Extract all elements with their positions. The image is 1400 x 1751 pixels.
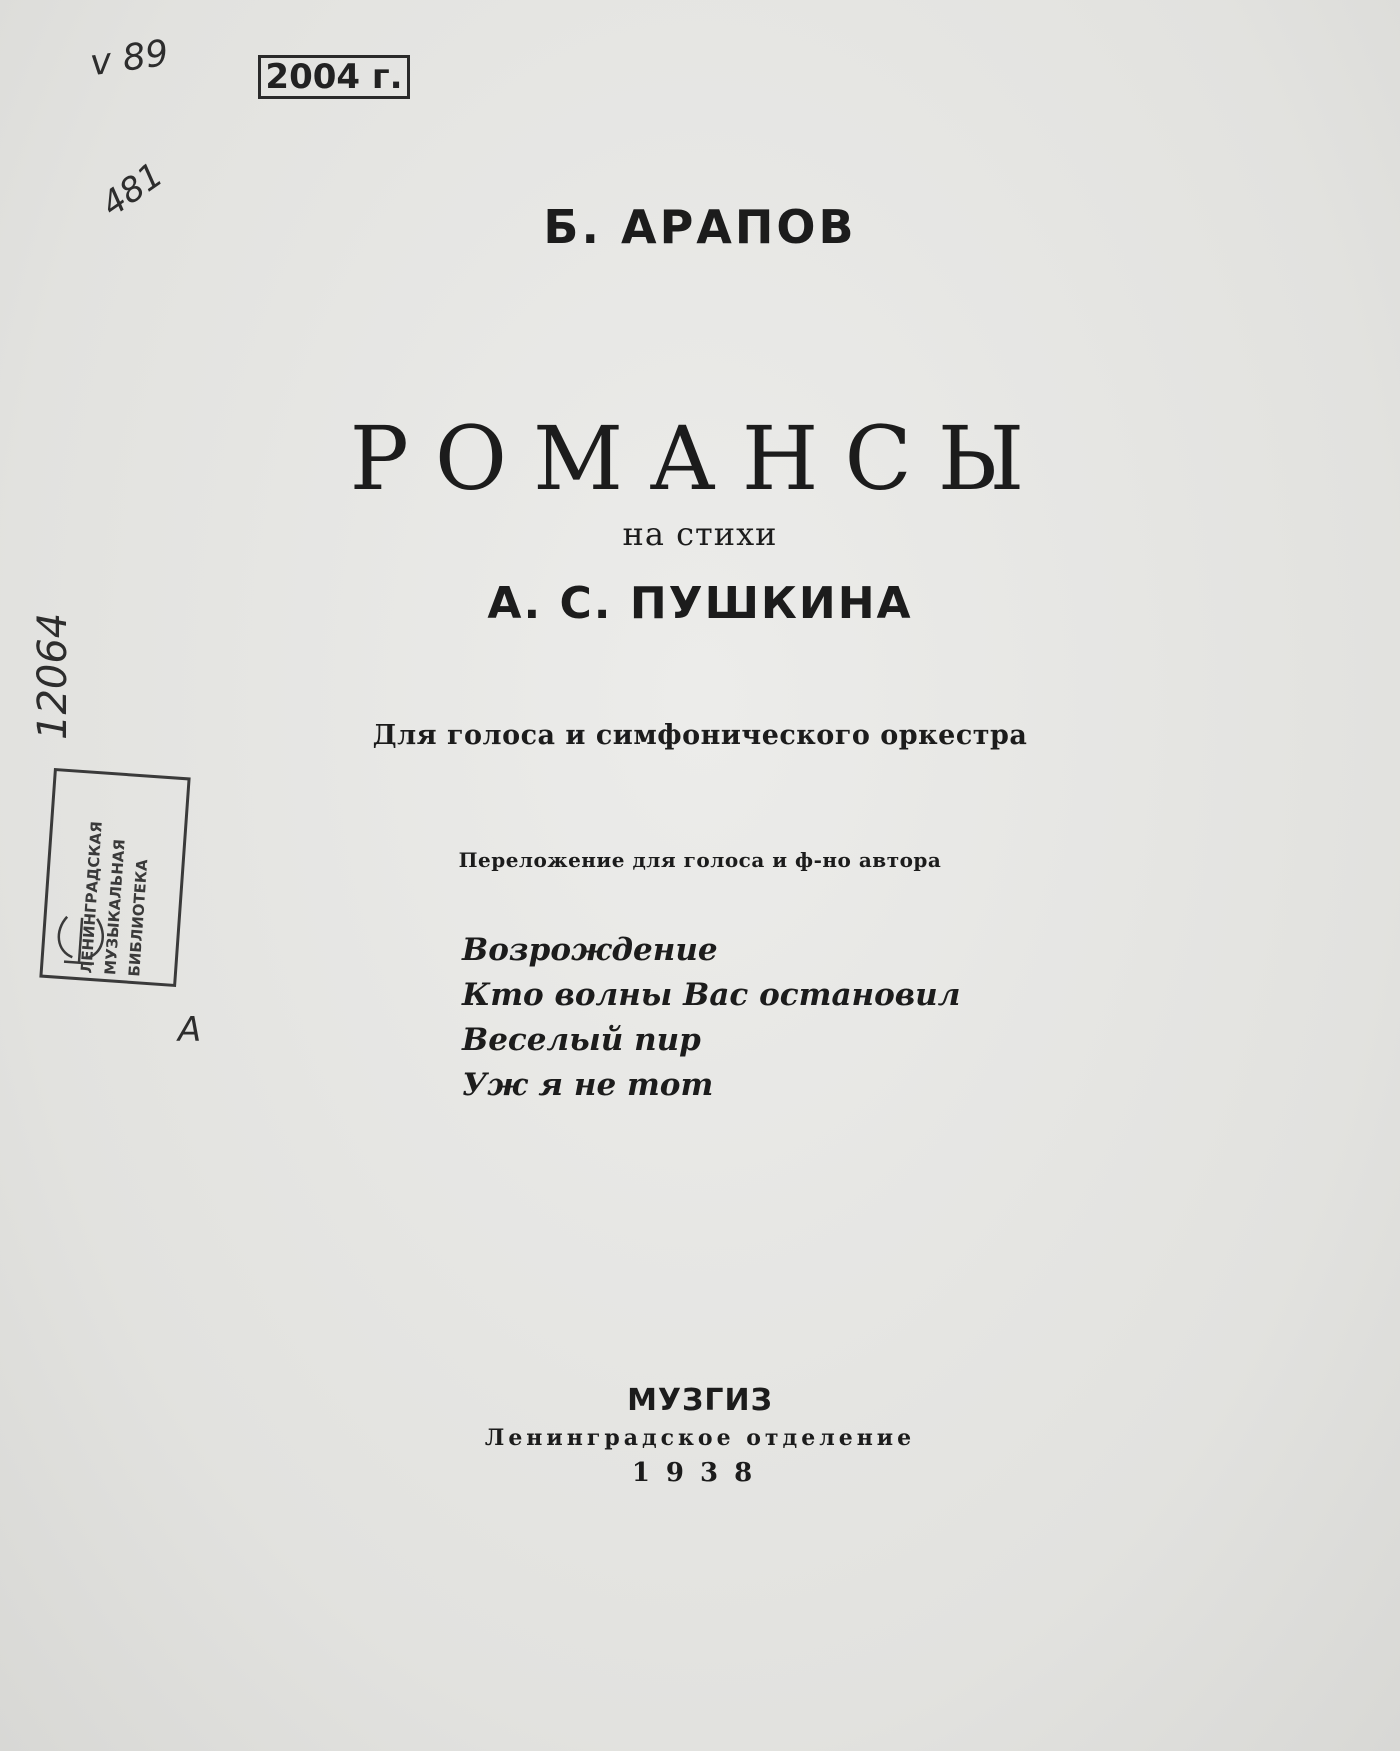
library-stamp-line-3: БИБЛИОТЕКА — [125, 858, 152, 978]
page-title: РОМАНСЫ — [349, 407, 1051, 510]
publication-year: 1938 — [631, 1458, 769, 1488]
song-title: Возрождение — [462, 932, 718, 968]
handwritten-mark: A — [178, 1010, 202, 1050]
publisher: МУЗГИЗ — [627, 1383, 773, 1418]
library-stamp-line-1: ЛЕНИНГРАДСКАЯ — [77, 820, 106, 974]
publisher-branch: Ленинградское отделение — [484, 1425, 916, 1451]
poet-name: А. С. ПУШКИНА — [487, 578, 913, 629]
library-stamp-graphic — [33, 765, 198, 990]
subtitle: на стихи — [622, 515, 778, 553]
song-title: Уж я не тот — [462, 1067, 714, 1103]
handwritten-note-mid: 481 — [94, 155, 171, 225]
library-stamp — [33, 765, 198, 990]
library-stamp-line-2: МУЗЫКАЛЬНАЯ — [101, 838, 129, 976]
instrumentation: Для голоса и симфонического оркестра — [372, 720, 1028, 751]
song-title: Кто волны Вас остановил — [462, 977, 961, 1013]
song-title: Веселый пир — [462, 1022, 701, 1058]
handwritten-inventory-number: 12064 — [30, 612, 76, 740]
author-name: Б. АРАПОВ — [543, 200, 857, 254]
song-list — [462, 928, 960, 1108]
year-stamp: 2004 г. — [258, 55, 410, 99]
handwritten-note-top: v 89 — [87, 32, 172, 85]
arrangement-note: Переложение для голоса и ф-но автора — [458, 848, 942, 872]
